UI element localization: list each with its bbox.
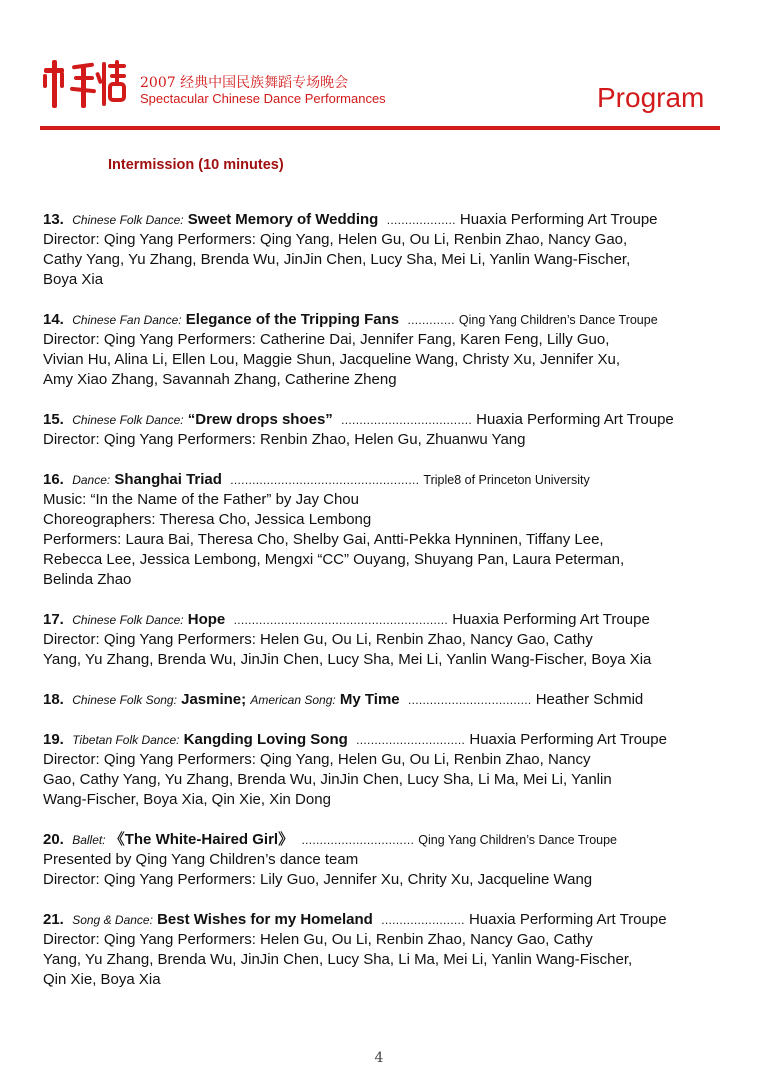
entry-leader-dots: ....................... <box>381 913 465 927</box>
subtitle-chinese: 2007 经典中国民族舞蹈专场晚会 <box>140 75 349 91</box>
program-entry <box>43 910 733 990</box>
entry-title: Kangding Loving Song <box>183 731 348 748</box>
entry-troupe: Huaxia Performing Art Troupe <box>476 411 674 428</box>
entry-heading <box>43 610 733 630</box>
entry-title: Sweet Memory of Wedding <box>187 211 379 228</box>
entry-troupe: Huaxia Performing Art Troupe <box>459 211 658 228</box>
entry-title: Shanghai Triad <box>114 471 222 488</box>
entry-credit-line: Director: Qing Yang Performers: Qing Yang, Helen Gu, Ou Li, Renbin Zhao, Nancy Gao, <box>43 231 628 248</box>
entry-category: Tibetan Folk Dance: <box>72 733 180 747</box>
entry-heading <box>43 210 733 230</box>
intermission-note: Intermission (10 minutes) <box>108 157 284 173</box>
entry-number: 21. <box>43 911 64 928</box>
entry-title: Hope <box>187 611 226 628</box>
entry-troupe: Heather Schmid <box>535 691 644 708</box>
entry-heading <box>43 730 733 750</box>
entry-category: Song & Dance: <box>72 913 153 927</box>
program-entry <box>43 470 733 590</box>
entry-category-secondary: American Song: <box>250 693 336 707</box>
entry-credit-line: Director: Qing Yang Performers: Catherine Dai, Jennifer Fang, Karen Feng, Lilly Guo, <box>43 331 610 348</box>
entry-category: Chinese Folk Dance: <box>72 413 184 427</box>
page-number: 4 <box>374 1050 384 1066</box>
entry-leader-dots: .................................... <box>341 413 472 427</box>
entry-title: 《The White-Haired Girl》 <box>109 831 294 848</box>
page-title: Program <box>597 82 705 113</box>
program-list <box>43 210 733 1010</box>
entry-credit-line: Cathy Yang, Yu Zhang, Brenda Wu, JinJin Chen, Lucy Sha, Mei Li, Yanlin Wang-Fischer, <box>43 251 631 268</box>
entry-leader-dots: .................................................... <box>230 473 420 487</box>
entry-heading <box>43 470 733 490</box>
entry-number: 17. <box>43 611 64 628</box>
entry-credit-line: Presented by Qing Yang Children’s dance team <box>43 851 359 868</box>
entry-credit-line: Belinda Zhao <box>43 571 132 588</box>
entry-title: Elegance of the Tripping Fans <box>185 311 400 328</box>
program-entry <box>43 210 733 290</box>
entry-credit-line: Wang-Fischer, Boya Xia, Qin Xie, Xin Dong <box>43 791 331 808</box>
entry-title: Jasmine; <box>181 691 247 708</box>
program-entry <box>43 830 733 890</box>
entry-credit-line: Director: Qing Yang Performers: Helen Gu, Ou Li, Renbin Zhao, Nancy Gao, Cathy <box>43 631 593 648</box>
program-entry <box>43 690 733 710</box>
entry-category: Dance: <box>72 473 111 487</box>
entry-title: Best Wishes for my Homeland <box>157 911 373 928</box>
entry-credit-line: Choreographers: Theresa Cho, Jessica Lembong <box>43 511 372 528</box>
entry-heading <box>43 410 733 430</box>
entry-number: 20. <box>43 831 64 848</box>
entry-number: 16. <box>43 471 64 488</box>
entry-credit-line: Yang, Yu Zhang, Brenda Wu, JinJin Chen, Lucy Sha, Mei Li, Yanlin Wang-Fischer, Boya Xia <box>43 651 652 668</box>
entry-credit-line: Director: Qing Yang Performers: Lily Guo, Jennifer Xu, Chrity Xu, Jacqueline Wang <box>43 871 593 888</box>
entry-credit-line: Qin Xie, Boya Xia <box>43 971 161 988</box>
entry-troupe: Huaxia Performing Art Troupe <box>468 911 667 928</box>
entry-troupe: Qing Yang Children’s Dance Troupe <box>418 833 618 847</box>
entry-credit-line: Gao, Cathy Yang, Yu Zhang, Brenda Wu, JinJin Chen, Lucy Sha, Li Ma, Mei Li, Yanlin <box>43 771 612 788</box>
entry-heading <box>43 830 733 850</box>
entry-category: Chinese Fan Dance: <box>72 313 182 327</box>
entry-credit-line: Rebecca Lee, Jessica Lembong, Mengxi “CC” Ouyang, Shuyang Pan, Laura Peterman, <box>43 551 625 568</box>
entry-number: 13. <box>43 211 64 228</box>
entry-troupe: Triple8 of Princeton University <box>423 473 590 487</box>
entry-credit-line: Director: Qing Yang Performers: Renbin Zhao, Helen Gu, Zhuanwu Yang <box>43 431 526 448</box>
entry-heading <box>43 910 733 930</box>
entry-leader-dots: ............................... <box>301 833 415 847</box>
entry-leader-dots: ................... <box>386 213 456 227</box>
entry-credit-line: Boya Xia <box>43 271 104 288</box>
subtitle-english: Spectacular Chinese Dance Performances <box>140 91 386 106</box>
program-entry <box>43 410 733 450</box>
entry-troupe: Huaxia Performing Art Troupe <box>452 611 650 628</box>
entry-credit-line: Performers: Laura Bai, Theresa Cho, Shelby Gai, Antti-Pekka Hynninen, Tiffany Lee, <box>43 531 604 548</box>
header-divider <box>40 126 720 130</box>
entry-title: “Drew drops shoes” <box>187 411 333 428</box>
program-entry <box>43 610 733 670</box>
entry-credit-line: Music: “In the Name of the Father” by Jay Chou <box>43 491 359 508</box>
entry-leader-dots: ........................................................... <box>233 613 449 627</box>
entry-leader-dots: .............................. <box>356 733 466 747</box>
entry-category: Ballet: <box>72 833 106 847</box>
entry-title-secondary: My Time <box>339 691 400 708</box>
entry-category: Chinese Folk Dance: <box>72 613 184 627</box>
entry-number: 19. <box>43 731 64 748</box>
entry-credit-line: Director: Qing Yang Performers: Helen Gu, Ou Li, Renbin Zhao, Nancy Gao, Cathy <box>43 931 593 948</box>
entry-heading <box>43 690 733 710</box>
entry-number: 18. <box>43 691 64 708</box>
entry-number: 14. <box>43 311 64 328</box>
entry-troupe: Qing Yang Children’s Dance Troupe <box>458 313 658 327</box>
entry-credit-line: Amy Xiao Zhang, Savannah Zhang, Catherine Zheng <box>43 371 397 388</box>
entry-troupe: Huaxia Performing Art Troupe <box>469 731 667 748</box>
entry-category: Chinese Folk Dance: <box>72 213 184 227</box>
entry-number: 15. <box>43 411 64 428</box>
entry-heading <box>43 310 733 330</box>
entry-category: Chinese Folk Song: <box>72 693 177 707</box>
entry-credit-line: Vivian Hu, Alina Li, Ellen Lou, Maggie Shun, Jacqueline Wang, Christy Xu, Jennifer Xu, <box>43 351 620 368</box>
entry-credit-line: Yang, Yu Zhang, Brenda Wu, JinJin Chen, Lucy Sha, Li Ma, Mei Li, Yanlin Wang-Fischer, <box>43 951 633 968</box>
entry-credit-line: Director: Qing Yang Performers: Qing Yang, Helen Gu, Ou Li, Renbin Zhao, Nancy <box>43 751 591 768</box>
entry-leader-dots: ............. <box>407 313 455 327</box>
calligraphy-logo <box>40 58 130 112</box>
entry-leader-dots: .................................. <box>407 693 532 707</box>
program-entry <box>43 310 733 390</box>
program-entry <box>43 730 733 810</box>
